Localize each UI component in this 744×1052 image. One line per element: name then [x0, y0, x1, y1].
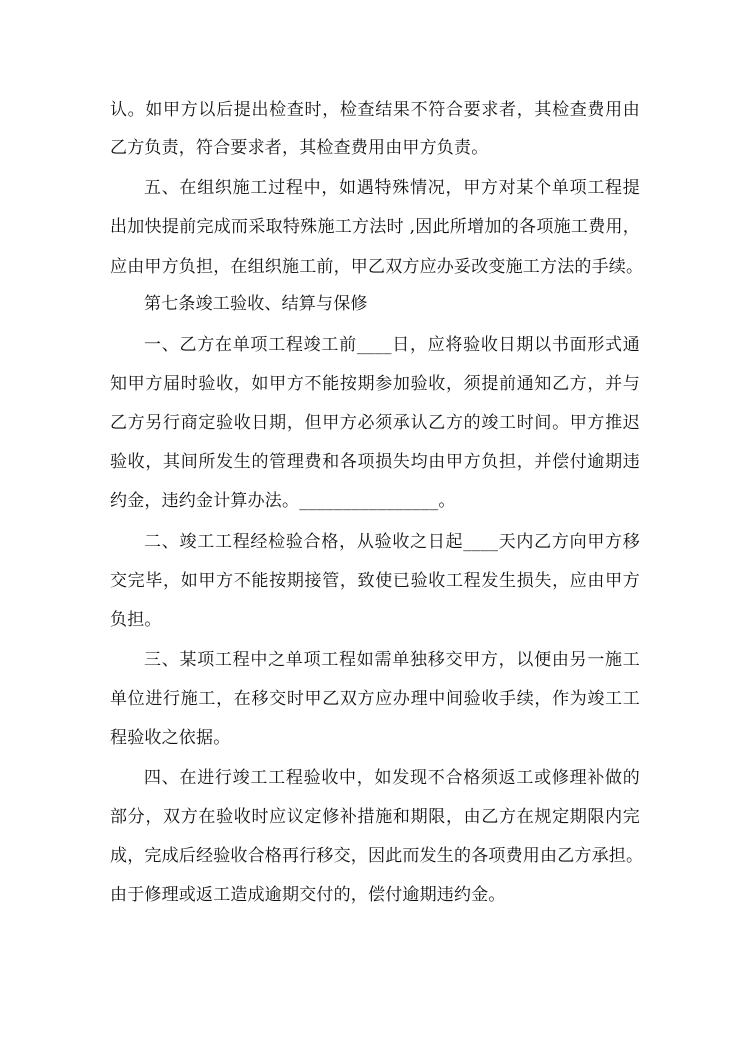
- text-line-12: 二、竣工工程经检验合格，从验收之日起____天内乙方向甲方移: [144, 532, 640, 552]
- text-line-10: 验收，其间所发生的管理费和各项损失均由甲方负担，并偿付逾期违: [110, 452, 640, 472]
- text-line-16: 单位进行施工，在移交时甲乙双方应办理中间验收手续，作为竣工工: [110, 689, 640, 709]
- text-line-3: 五、在组织施工过程中，如遇特殊情况，甲方对某个单项工程提: [144, 178, 640, 198]
- text-line-15: 三、某项工程中之单项工程如需单独移交甲方，以便由另一施工: [144, 650, 640, 670]
- text-line-1: 认。如甲方以后提出检查时，检查结果不符合要求者，其检查费用由: [110, 100, 640, 120]
- text-line-4: 出加快提前完成而采取特殊施工方法时 ,因此所增加的各项施工费用，: [110, 217, 640, 237]
- text-line-20: 成，完成后经验收合格再行移交，因此而发生的各项费用由乙方承担。: [110, 846, 644, 866]
- text-line-8: 知甲方届时验收，如甲方不能按期参加验收，须提前通知乙方，并与: [110, 374, 640, 394]
- text-line-19: 部分，双方在验收时应议定修补措施和期限，由乙方在规定期限内完: [110, 807, 640, 827]
- text-line-17: 程验收之依据。: [110, 728, 231, 748]
- text-line-11: 约金，违约金计算办法。________________。: [110, 491, 456, 511]
- text-line-5: 应由甲方负担，在组织施工前，甲乙双方应办妥改变施工方法的手续。: [110, 257, 644, 277]
- text-line-2: 乙方负责，符合要求者，其检查费用由甲方负责。: [110, 138, 489, 158]
- text-line-9: 乙方另行商定验收日期，但甲方必须承认乙方的竣工时间。甲方推迟: [110, 413, 640, 433]
- text-line-14: 负担。: [110, 610, 162, 630]
- text-line-18: 四、在进行竣工工程验收中，如发现不合格须返工或修理补做的: [144, 768, 640, 788]
- text-line-21: 由于修理或返工造成逾期交付的，偿付逾期违约金。: [110, 885, 506, 905]
- text-line-13: 交完毕，如甲方不能按期接管，致使已验收工程发生损失，应由甲方: [110, 571, 640, 591]
- section-heading: 第七条竣工验收、结算与保修: [144, 294, 368, 314]
- text-line-7: 一、乙方在单项工程竣工前____日，应将验收日期以书面形式通: [144, 335, 640, 355]
